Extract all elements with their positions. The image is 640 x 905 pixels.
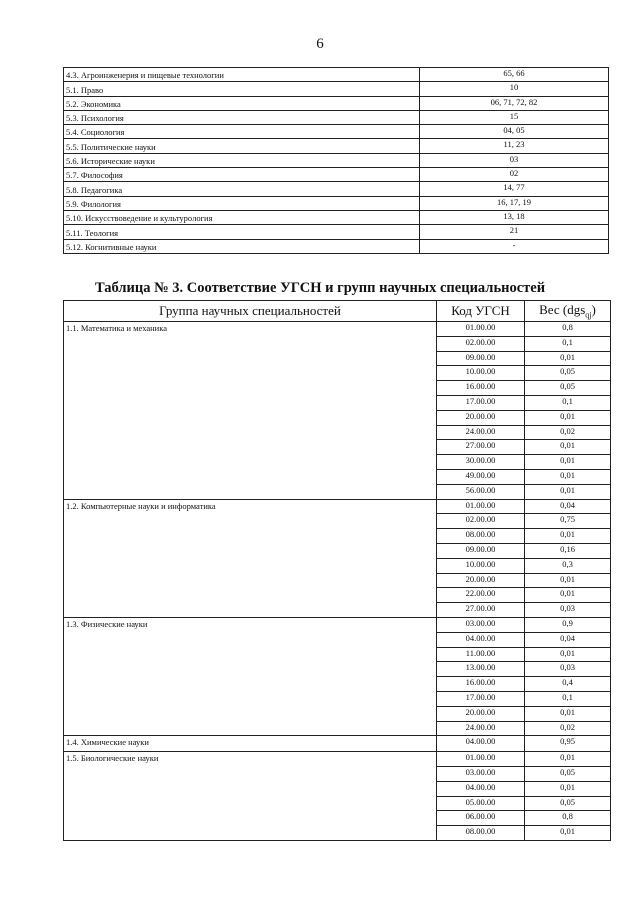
table-row: [64, 168, 609, 182]
table-row: [64, 153, 609, 167]
ugsn-code: 02.00.00: [437, 336, 525, 351]
group-name: 1.2. Компьютерные науки и информатика: [64, 499, 437, 617]
table-3: [63, 300, 611, 841]
ugsn-code: 30.00.00: [437, 455, 525, 470]
ugsn-code: 24.00.00: [437, 721, 525, 736]
header-weight: [525, 301, 611, 322]
table-row: [64, 68, 609, 82]
specialty-codes: 13, 18: [420, 210, 609, 224]
ugsn-code: 05.00.00: [437, 796, 525, 811]
weight-value: 0,16: [525, 543, 611, 558]
table-3-header: [64, 301, 611, 322]
specialty-name: 5.11. Теология: [64, 225, 420, 239]
table-row: [64, 736, 611, 752]
ugsn-code: 16.00.00: [437, 677, 525, 692]
header-weight-subscript: qj: [585, 310, 592, 320]
ugsn-code: 13.00.00: [437, 662, 525, 677]
weight-value: 0,9: [525, 617, 611, 632]
specialty-name: 5.6. Исторические науки: [64, 153, 420, 167]
table-row: [64, 196, 609, 210]
header-weight-suffix: ): [591, 302, 596, 318]
ugsn-code: 10.00.00: [437, 558, 525, 573]
weight-value: 0,03: [525, 662, 611, 677]
table-row: [64, 322, 611, 337]
ugsn-code: 01.00.00: [437, 499, 525, 514]
weight-value: 0,01: [525, 588, 611, 603]
ugsn-code: 22.00.00: [437, 588, 525, 603]
ugsn-code: 27.00.00: [437, 603, 525, 618]
weight-value: 0,05: [525, 796, 611, 811]
weight-value: 0,3: [525, 558, 611, 573]
table-row: [64, 82, 609, 96]
specialty-codes: 06, 71, 72, 82: [420, 96, 609, 110]
weight-value: 0,01: [525, 455, 611, 470]
weight-value: 0,01: [525, 351, 611, 366]
weight-value: 0,05: [525, 766, 611, 781]
weight-value: 0,95: [525, 736, 611, 752]
ugsn-code: 27.00.00: [437, 440, 525, 455]
group-name: 1.3. Физические науки: [64, 617, 437, 735]
table-row: [64, 752, 611, 767]
table-row: [64, 617, 611, 632]
weight-value: 0,4: [525, 677, 611, 692]
ugsn-code: 20.00.00: [437, 573, 525, 588]
ugsn-code: 17.00.00: [437, 395, 525, 410]
specialty-codes: 16, 17, 19: [420, 196, 609, 210]
ugsn-code: 04.00.00: [437, 736, 525, 752]
weight-value: 0,01: [525, 469, 611, 484]
table-row: [64, 139, 609, 153]
page-number: 6: [316, 36, 324, 52]
specialty-codes: 21: [420, 225, 609, 239]
specialty-codes: 10: [420, 82, 609, 96]
weight-value: 0,01: [525, 484, 611, 499]
specialty-name: 5.2. Экономика: [64, 96, 420, 110]
specialty-name: 5.1. Право: [64, 82, 420, 96]
weight-value: 0,01: [525, 440, 611, 455]
specialty-codes: 02: [420, 168, 609, 182]
weight-value: 0,8: [525, 322, 611, 337]
table-row: [64, 110, 609, 124]
table-3-header-row: [64, 301, 611, 322]
ugsn-code: 49.00.00: [437, 469, 525, 484]
specialty-codes: 65, 66: [420, 68, 609, 82]
weight-value: 0,03: [525, 603, 611, 618]
specialties-codes-table: [63, 67, 609, 254]
ugsn-code: 20.00.00: [437, 706, 525, 721]
ugsn-code: 16.00.00: [437, 381, 525, 396]
group-name: 1.5. Биологические науки: [64, 752, 437, 841]
table-row: [64, 239, 609, 253]
ugsn-code: 11.00.00: [437, 647, 525, 662]
specialty-name: 5.12. Когнитивные науки: [64, 239, 420, 253]
weight-value: 0,02: [525, 721, 611, 736]
ugsn-code: 24.00.00: [437, 425, 525, 440]
weight-value: 0,01: [525, 706, 611, 721]
specialty-codes: 15: [420, 110, 609, 124]
weight-value: 0,01: [525, 573, 611, 588]
header-group: Группа научных специальностей: [64, 301, 437, 322]
weight-value: 0,04: [525, 632, 611, 647]
ugsn-code: 01.00.00: [437, 322, 525, 337]
ugsn-code: 09.00.00: [437, 351, 525, 366]
specialty-codes: 04, 05: [420, 125, 609, 139]
ugsn-code: 04.00.00: [437, 632, 525, 647]
table-row: [64, 125, 609, 139]
ugsn-code: 03.00.00: [437, 617, 525, 632]
weight-value: 0,8: [525, 811, 611, 826]
specialty-name: 5.3. Психология: [64, 110, 420, 124]
group-name: 1.4. Химические науки: [64, 736, 437, 752]
weight-value: 0,02: [525, 425, 611, 440]
table-row: [64, 225, 609, 239]
specialty-name: 5.9. Филология: [64, 196, 420, 210]
weight-value: 0,01: [525, 781, 611, 796]
weight-value: 0,1: [525, 691, 611, 706]
table-3-title: Таблица № 3. Соответствие УГСН и групп научных специальностей: [94, 280, 546, 296]
specialty-name: 4.3. Агроинженерия и пищевые технологии: [64, 68, 420, 82]
weight-value: 0,01: [525, 529, 611, 544]
weight-value: 0,04: [525, 499, 611, 514]
specialty-name: 5.8. Педагогика: [64, 182, 420, 196]
header-weight-prefix: Вес (dgs: [539, 302, 586, 318]
specialties-codes-body: [64, 68, 609, 254]
table-row: [64, 210, 609, 224]
ugsn-code: 01.00.00: [437, 752, 525, 767]
weight-value: 0,05: [525, 381, 611, 396]
weight-value: 0,01: [525, 826, 611, 841]
weight-value: 0,01: [525, 647, 611, 662]
ugsn-code: 10.00.00: [437, 366, 525, 381]
ugsn-code: 20.00.00: [437, 410, 525, 425]
specialty-name: 5.7. Философия: [64, 168, 420, 182]
specialty-codes: 03: [420, 153, 609, 167]
specialty-codes: -: [420, 239, 609, 253]
table-row: [64, 96, 609, 110]
specialty-codes: 14, 77: [420, 182, 609, 196]
specialty-name: 5.4. Социология: [64, 125, 420, 139]
ugsn-code: 09.00.00: [437, 543, 525, 558]
ugsn-code: 06.00.00: [437, 811, 525, 826]
table-row: [64, 499, 611, 514]
weight-value: 0,75: [525, 514, 611, 529]
specialty-name: 5.5. Политические науки: [64, 139, 420, 153]
ugsn-code: 56.00.00: [437, 484, 525, 499]
ugsn-code: 17.00.00: [437, 691, 525, 706]
weight-value: 0,01: [525, 752, 611, 767]
ugsn-code: 04.00.00: [437, 781, 525, 796]
weight-value: 0,1: [525, 395, 611, 410]
weight-value: 0,05: [525, 366, 611, 381]
group-name: 1.1. Математика и механика: [64, 322, 437, 500]
ugsn-code: 02.00.00: [437, 514, 525, 529]
weight-value: 0,1: [525, 336, 611, 351]
table-3-body: [64, 322, 611, 841]
header-code: Код УГСН: [437, 301, 525, 322]
ugsn-code: 08.00.00: [437, 529, 525, 544]
specialty-name: 5.10. Искусствоведение и культурология: [64, 210, 420, 224]
table-row: [64, 182, 609, 196]
specialty-codes: 11, 23: [420, 139, 609, 153]
ugsn-code: 03.00.00: [437, 766, 525, 781]
weight-value: 0,01: [525, 410, 611, 425]
ugsn-code: 08.00.00: [437, 826, 525, 841]
